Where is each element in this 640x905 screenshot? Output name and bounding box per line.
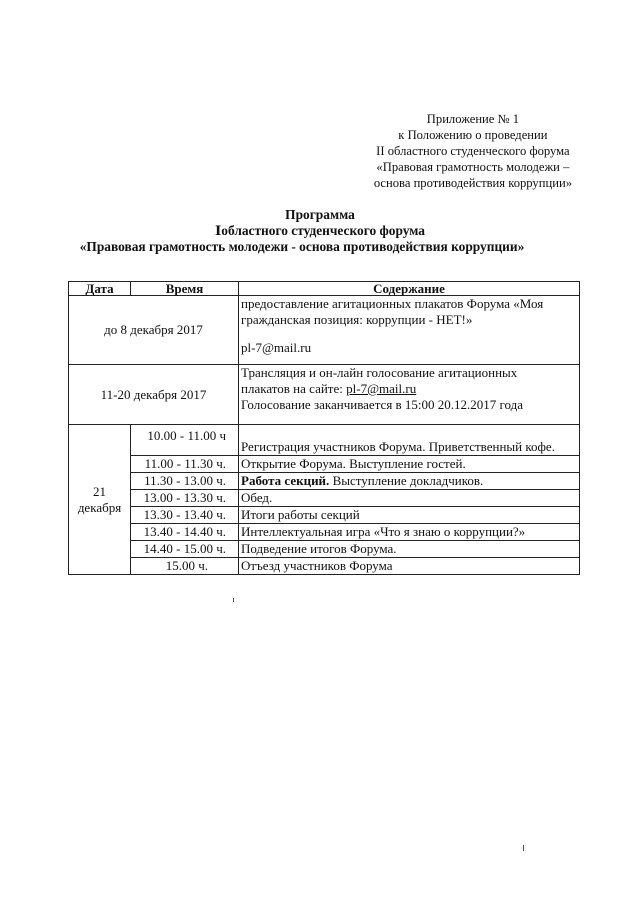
session-time: 15.00 ч. xyxy=(131,558,239,575)
appendix-line: «Правовая грамотность молодежи – xyxy=(376,160,570,174)
scan-speck xyxy=(523,845,524,851)
appendix-note xyxy=(374,111,572,191)
table-header-row xyxy=(69,282,580,296)
session-row xyxy=(69,490,580,507)
table-row xyxy=(69,296,580,365)
session-row xyxy=(69,524,580,541)
appendix-line: основа противодействия коррупции» xyxy=(373,176,572,190)
header-content: Содержание xyxy=(239,282,580,296)
title-line: «Правовая грамотность молодежи - основа противодействия коррупции» xyxy=(79,239,525,254)
row2-line: Голосование заканчивается в 15:00 20.12.2017 года xyxy=(241,397,524,412)
session-text: Работа секций. Выступление докладчиков. xyxy=(239,473,580,490)
row2-prefix: плакатов на сайте: xyxy=(241,381,347,396)
session-row xyxy=(69,456,580,473)
session-text: Итоги работы секций xyxy=(239,507,580,524)
title-line: Программа xyxy=(285,207,355,222)
row1-date: до 8 декабря 2017 xyxy=(69,296,239,365)
header-time: Время xyxy=(131,282,239,296)
schedule-table xyxy=(68,281,580,575)
session-text: Регистрация участников Форума. Приветственный кофе. xyxy=(239,425,580,456)
session-row xyxy=(69,558,580,575)
session-text: Отъезд участников Форума xyxy=(239,558,580,575)
row2-line: Трансляция и он-лайн голосование агитационных xyxy=(241,365,518,380)
program-title xyxy=(0,207,640,255)
session-text: Обед. xyxy=(239,490,580,507)
appendix-line: к Положению о проведении xyxy=(398,128,548,142)
session-row xyxy=(69,507,580,524)
row2-date: 11-20 декабря 2017 xyxy=(69,365,239,425)
header-date: Дата xyxy=(69,282,131,296)
session-time: 13.00 - 13.30 ч. xyxy=(131,490,239,507)
row1-line: гражданская позиция: коррупции - НЕТ!» xyxy=(241,312,473,327)
scan-speck xyxy=(233,598,234,602)
session-time: 13.40 - 14.40 ч. xyxy=(131,524,239,541)
session-text: Интеллектуальная игра «Что я знаю о коррупции?» xyxy=(239,524,580,541)
row2-line xyxy=(241,381,577,397)
row2-content xyxy=(239,365,580,425)
day-month: декабря xyxy=(77,499,122,515)
row1-content xyxy=(239,296,580,365)
session-row xyxy=(69,541,580,558)
row2-email-link[interactable]: pl-7@mail.ru xyxy=(346,381,417,396)
session-time: 11.30 - 13.00 ч. xyxy=(131,473,239,490)
table-row xyxy=(69,365,580,425)
session-time: 13.30 - 13.40 ч. xyxy=(131,507,239,524)
title-line: Ⅰобластного студенческого форума xyxy=(215,223,425,238)
row1-line: предоставление агитационных плакатов Форума «Моя xyxy=(241,296,544,311)
session-text: Открытие Форума. Выступление гостей. xyxy=(239,456,580,473)
day-number: 21 xyxy=(93,483,106,499)
session-text: Подведение итогов Форума. xyxy=(239,541,580,558)
session-row xyxy=(69,473,580,490)
session-time: 10.00 - 11.00 ч xyxy=(131,425,239,456)
session-time: 11.00 - 11.30 ч. xyxy=(131,456,239,473)
appendix-line: Приложение № 1 xyxy=(426,112,519,126)
session-time: 14.40 - 15.00 ч. xyxy=(131,541,239,558)
row1-email: pl-7@mail.ru xyxy=(241,340,312,355)
day-cell xyxy=(69,425,131,575)
session-row xyxy=(69,425,580,456)
appendix-line: II областного студенческого форума xyxy=(376,144,570,158)
